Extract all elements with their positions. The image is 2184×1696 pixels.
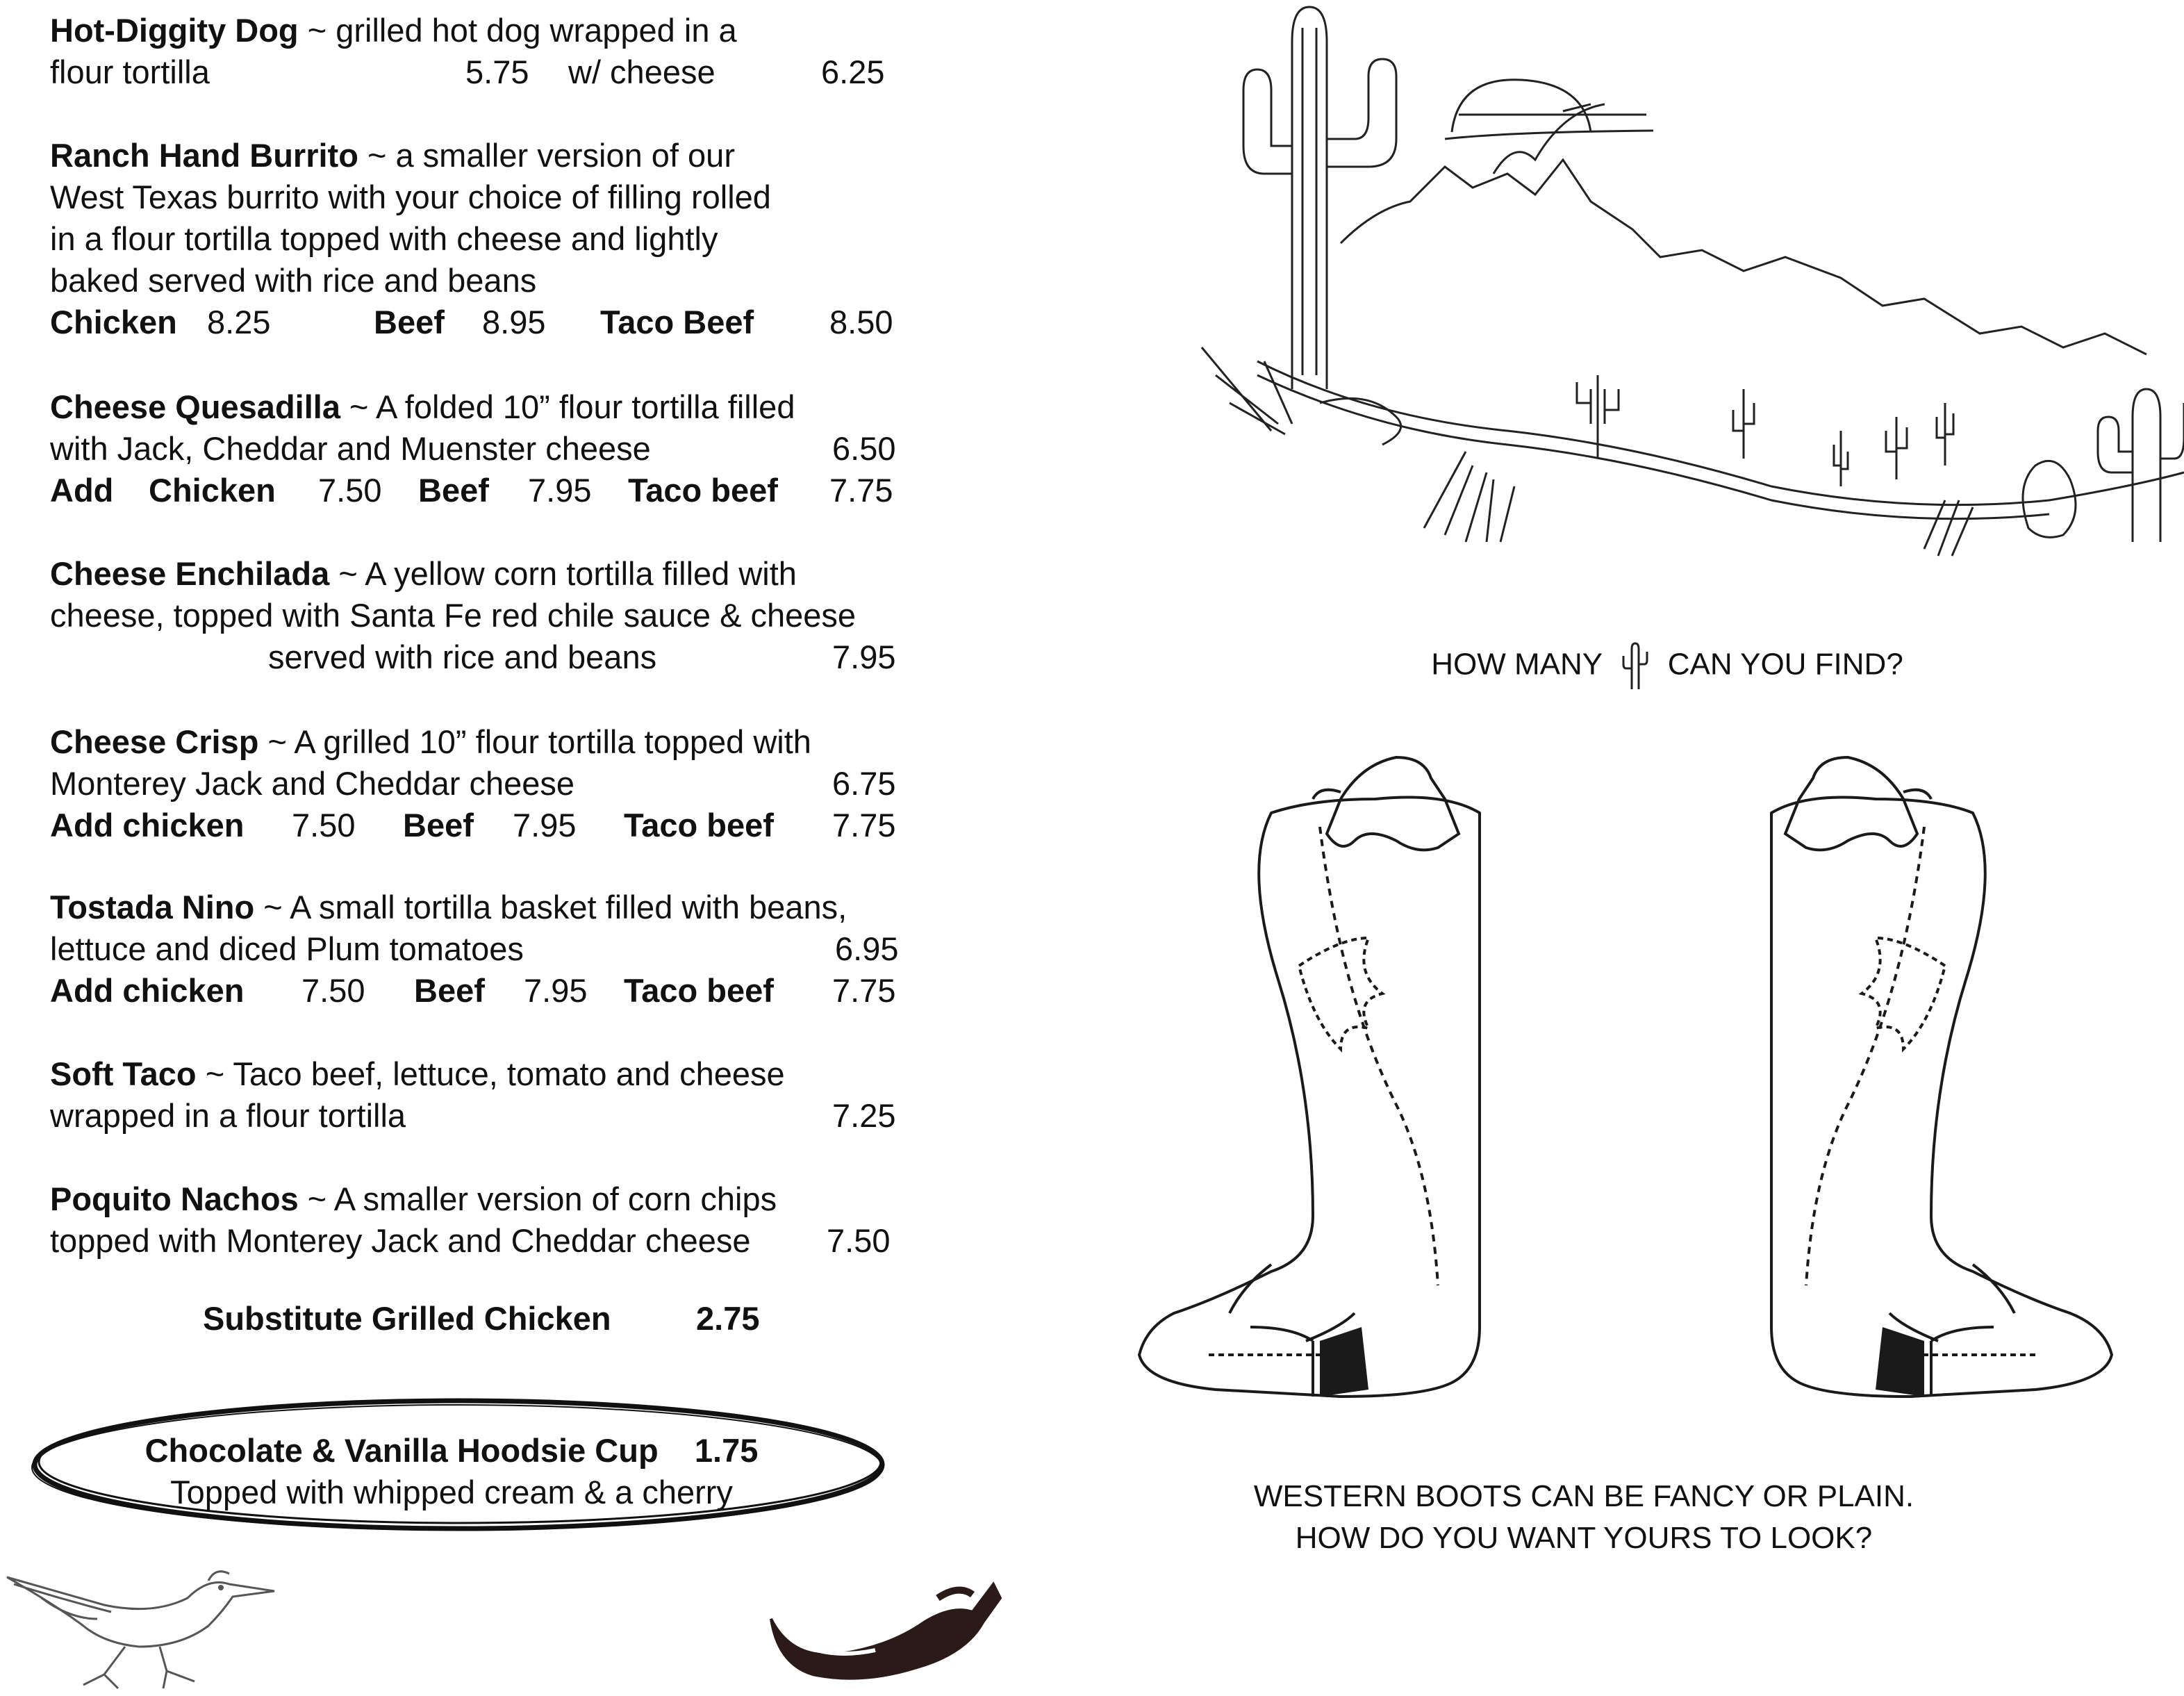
crisp-opt3-label: Taco beef [624,807,774,843]
tostada-opt3-label: Taco beef [624,972,774,1009]
tostada-desc-2: lettuce and diced Plum tomatoes [50,930,524,967]
hot-dog-name: Hot-Diggity Dog [50,12,299,49]
substitute-label: Substitute Grilled Chicken [203,1300,611,1337]
tostada-opt1-price: 7.50 [301,972,365,1009]
crisp-desc: ~ A grilled 10” flour tortilla topped with [267,723,811,760]
hot-dog-cheese-label: w/ cheese [568,53,715,90]
nachos-desc: ~ A smaller version of corn chips [307,1180,777,1217]
dessert-title [0,1430,903,1472]
tostada-opt2-price: 7.95 [524,972,588,1009]
burrito-name: Ranch Hand Burrito [50,137,358,174]
desert-scene-illustration [1146,0,2184,598]
quesadilla-opt3-label: Taco beef [628,472,778,509]
cactus-question [1320,642,2015,691]
cactus-question-before: HOW MANY [1431,647,1603,682]
cactus-icon [1619,642,1651,691]
enchilada-price: 7.95 [832,639,896,675]
burrito-opt3-label: Taco Beef [600,304,754,340]
substitute-price: 2.75 [696,1300,760,1337]
hot-dog-price: 5.75 [465,53,529,90]
dessert-price: 1.75 [694,1432,759,1469]
burrito-opt1-label: Chicken [50,304,177,340]
hot-dog-line-2 [50,51,210,93]
quesadilla-opt3-price: 7.75 [829,472,893,509]
quesadilla-price: 6.50 [832,430,896,467]
quesadilla-desc-2: with Jack, Cheddar and Muenster cheese [50,430,651,467]
hot-dog-desc: ~ grilled hot dog wrapped in a [307,12,737,49]
burrito-opt3-price: 8.50 [829,304,893,340]
soft-taco-desc: ~ Taco beef, lettuce, tomato and cheese [205,1055,785,1092]
tostada-opt3-price: 7.75 [832,972,896,1009]
soft-taco-desc-2: wrapped in a flour tortilla [50,1097,406,1134]
nachos-line-1 [50,1178,777,1220]
nachos-name: Poquito Nachos [50,1180,299,1217]
crisp-opt2-price: 7.95 [513,807,577,843]
nachos-desc-2: topped with Monterey Jack and Cheddar cheese [50,1222,751,1259]
quesadilla-name: Cheese Quesadilla [50,388,340,425]
tostada-opt1-label: Add chicken [50,972,245,1009]
enchilada-name: Cheese Enchilada [50,555,330,592]
crisp-desc-2: Monterey Jack and Cheddar cheese [50,765,575,802]
burrito-opt2-label: Beef [374,304,445,340]
boots-caption-1: WESTERN BOOTS CAN BE FANCY OR PLAIN. [1253,1479,1914,1513]
burrito-desc-2: West Texas burrito with your choice of filling rolled [50,179,771,215]
tostada-line-1 [50,887,847,928]
crisp-price: 6.75 [832,765,896,802]
soft-taco-name: Soft Taco [50,1055,197,1092]
nachos-price: 7.50 [827,1222,891,1259]
crisp-opt1-label: Add chicken [50,807,245,843]
hot-dog-cheese-price: 6.25 [821,53,885,90]
burrito-desc-3: in a flour tortilla topped with cheese and lightly [50,220,718,257]
soft-taco-line-1 [50,1053,785,1095]
crisp-opt3-price: 7.75 [832,807,896,843]
tostada-name: Tostada Nino [50,889,255,925]
crisp-line-1 [50,721,811,763]
enchilada-desc-2: cheese, topped with Santa Fe red chile sauce & cheese [50,597,857,634]
burrito-line-1 [50,135,735,176]
dessert-desc: Topped with whipped cream & a cherry [170,1474,733,1510]
quesadilla-line-1 [50,386,795,428]
burrito-opt2-price: 8.95 [482,304,546,340]
burrito-desc-4: baked served with rice and beans [50,262,537,299]
burrito-opt1-price: 8.25 [207,304,271,340]
crisp-name: Cheese Crisp [50,723,259,760]
tostada-desc: ~ A small tortilla basket filled with beans, [263,889,847,925]
hot-dog-line-1 [50,10,737,51]
cactus-question-after: CAN YOU FIND? [1667,647,1903,682]
quesadilla-desc: ~ A folded 10” flour tortilla filled [349,388,795,425]
enchilada-desc: ~ A yellow corn tortilla filled with [338,555,797,592]
crisp-opt1-price: 7.50 [292,807,356,843]
western-boots-illustration [1132,730,2119,1424]
burrito-desc: ~ a smaller version of our [367,137,735,174]
crisp-opt2-label: Beef [403,807,474,843]
chile-pepper-illustration [764,1556,1014,1695]
tostada-opt2-label: Beef [414,972,485,1009]
quesadilla-opt1-price: 7.50 [318,472,382,509]
dessert-name: Chocolate & Vanilla Hoodsie Cup [144,1432,659,1469]
quesadilla-opt2-label: Beef [418,472,489,509]
tostada-price: 6.95 [835,930,899,967]
soft-taco-price: 7.25 [832,1097,896,1134]
roadrunner-illustration [0,1549,292,1695]
quesadilla-opt2-price: 7.95 [528,472,592,509]
quesadilla-add-label: Add [50,472,114,509]
hot-dog-desc-2: flour tortilla [50,53,210,90]
quesadilla-opt1-label: Chicken [149,472,276,509]
enchilada-desc-3: served with rice and beans [268,639,657,675]
enchilada-line-1 [50,553,797,595]
boots-caption-2: HOW DO YOU WANT YOURS TO LOOK? [1295,1521,1873,1555]
